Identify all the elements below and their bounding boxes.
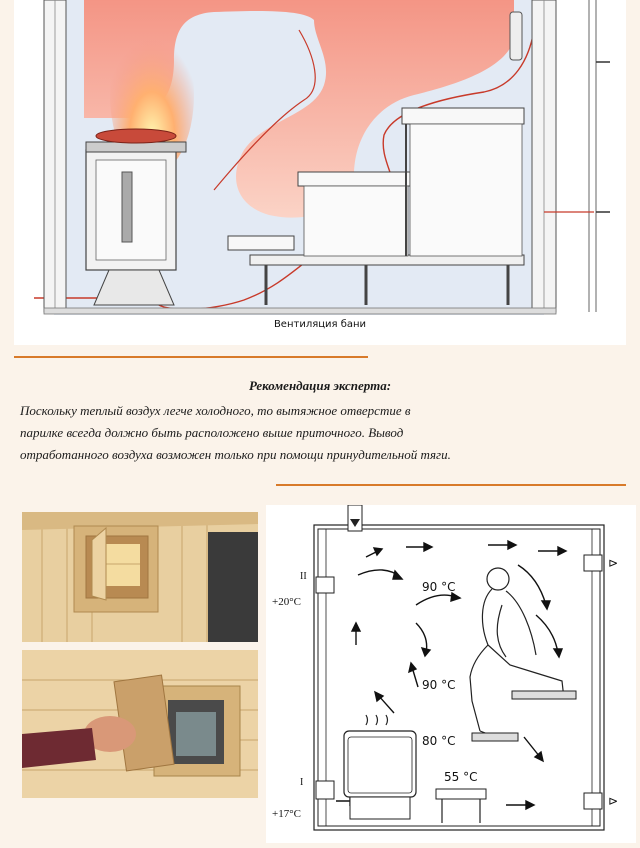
temp-label: 90 °C — [422, 678, 456, 692]
expert-line: отработанного воздуха возможен только при помощи принудительной тяги. — [20, 447, 451, 462]
divider-bottom — [276, 484, 626, 486]
outside-temp-lower: +17°C — [272, 808, 301, 820]
ventilation-illustration — [14, 0, 626, 345]
top-exhaust-vent — [348, 505, 362, 531]
inlet-vent-upper — [316, 577, 334, 593]
temp-label: 55 °C — [444, 770, 478, 784]
fan-icon: ⊳ — [608, 794, 619, 808]
footrest-bench — [472, 733, 518, 741]
inlet-label-i: I — [300, 777, 304, 788]
expert-title: Рекомендация эксперта: — [248, 378, 392, 393]
diagram-caption: Вентиляция бани — [273, 319, 367, 330]
outside-temp-upper: +20°C — [272, 596, 301, 608]
photo-wall-vent — [22, 512, 258, 642]
expert-line: парилке всегда должно быть расположено выше приточного. Вывод — [20, 425, 404, 440]
sauna-airflow-diagram — [266, 505, 636, 843]
sitting-person — [470, 568, 564, 737]
divider-top — [14, 356, 368, 358]
inlet-vent-lower — [316, 781, 334, 799]
low-bench — [228, 236, 294, 250]
upper-bench — [402, 108, 524, 124]
upper-bench — [512, 691, 576, 699]
outlet-vent-lower — [584, 793, 602, 809]
small-bench — [436, 789, 486, 799]
floor — [44, 308, 556, 314]
heater-stones — [96, 129, 176, 143]
fan-icon: ⊳ — [608, 556, 619, 570]
middle-bench — [298, 172, 410, 186]
platform — [250, 255, 524, 265]
photo-hand-vent — [22, 650, 258, 798]
temp-label: 80 °C — [422, 734, 456, 748]
expert-line: Поскольку теплый воздух легче холодного, то вытяжное отверстие в — [20, 403, 411, 418]
heat-waves-icon — [366, 715, 388, 725]
expert-text — [20, 400, 626, 466]
temp-label: 90 °C — [422, 580, 456, 594]
sauna-ventilation-diagram — [14, 0, 626, 345]
exhaust-vent — [510, 12, 522, 60]
heater — [344, 715, 416, 819]
inlet-label-ii: II — [300, 571, 307, 582]
outlet-vent-upper — [584, 555, 602, 571]
